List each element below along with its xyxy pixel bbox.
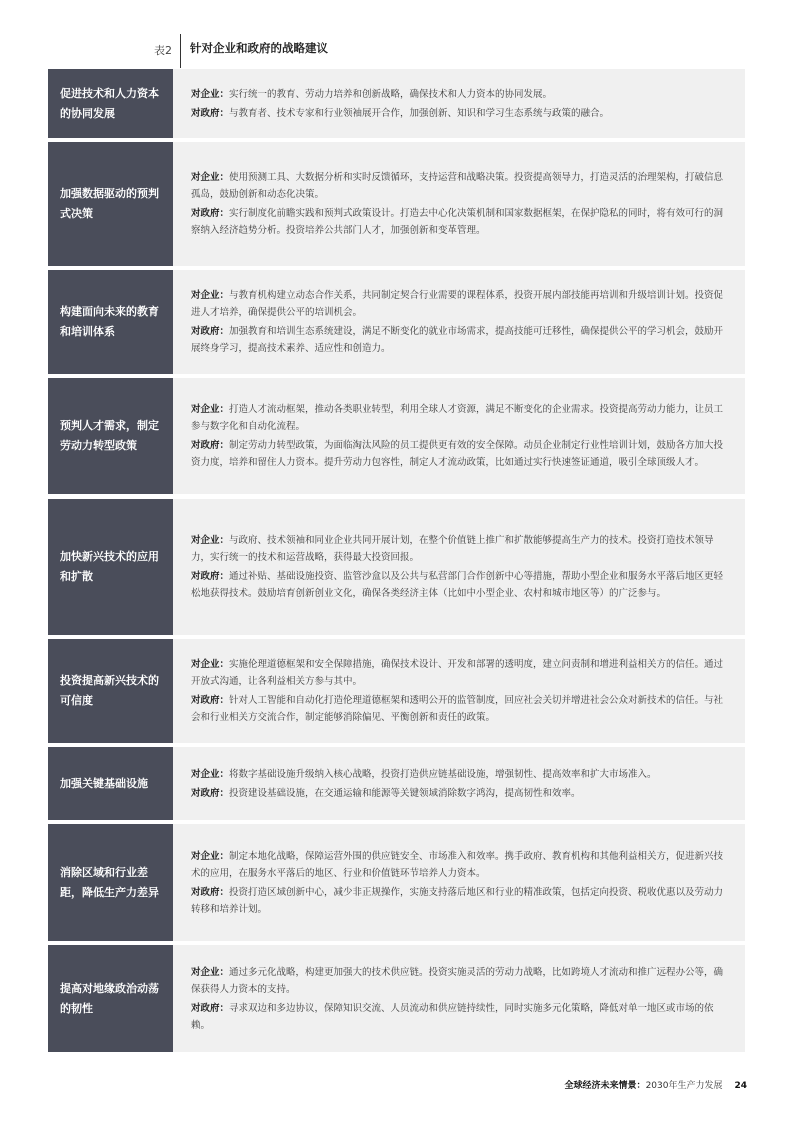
table-number: 表2 <box>154 44 172 57</box>
row-label: 加强数据驱动的预判式决策 <box>48 142 173 266</box>
government-entry <box>191 205 731 239</box>
entry-text: 投资建设基础设施，在交通运输和能源等关键领域消除数字鸿沟，提高韧性和效率。 <box>229 787 581 799</box>
business-entry <box>191 169 731 203</box>
entry-prefix: 对政府： <box>191 440 230 451</box>
row-body <box>173 747 745 820</box>
entry-text: 投资打造区域创新中心，减少非正规操作，实施支持落后地区和行业的精准政策，包括定向投资、税收优惠以及劳动力转移和培养计划。 <box>191 886 724 915</box>
entry-text: 实施伦理道德框架和安全保障措施，确保技术设计、开发和部署的透明度，建立问责制和增进利益相关方的信任。通过开放式沟通，让各利益相关方参与其中。 <box>191 659 724 687</box>
entry-prefix: 对企业： <box>191 850 230 862</box>
row-label: 构建面向未来的教育和培训体系 <box>48 270 173 374</box>
page-footer <box>565 1078 747 1091</box>
business-entry <box>191 656 731 690</box>
row-label: 提高对地缘政治动荡的韧性 <box>48 945 173 1052</box>
entry-text: 打造人才流动框架，推动各类职业转型，利用全球人才资源，满足不断变化的企业需求。投资提高劳动力能力，让员工参与数字化和自动化流程。 <box>191 404 724 432</box>
entry-text: 针对人工智能和自动化打造伦理道德框架和透明公开的监管制度，回应社会关切并增进社会公众对新技术的信任。与社会和行业相关方交流合作，制定能够消除偏见、平衡创新和责任的政策。 <box>191 695 724 723</box>
business-entry <box>191 401 731 435</box>
table-row <box>48 69 745 138</box>
entry-text: 将数字基础设施升级纳入核心战略，投资打造供应链基础设施，增强韧性、提高效率和扩大市场准入。 <box>229 768 657 780</box>
row-body <box>173 142 745 266</box>
entry-prefix: 对政府： <box>191 208 230 219</box>
business-entry <box>191 287 731 321</box>
entry-text: 通过补贴、基础设施投资、监管沙盒以及公共与私营部门合作创新中心等措施，帮助小型企业和服务水平落后地区更轻松地获得技术。鼓励培育创新创业文化，确保各类经济主体（比如中小型企业、农村和城市地区等）的广泛参与。 <box>191 571 724 599</box>
entry-prefix: 对企业： <box>191 659 230 670</box>
footer-subtitle: 2030年生产力发展 <box>645 1081 723 1091</box>
row-body <box>173 378 745 494</box>
entry-text: 制定本地化战略，保障运营外围的供应链安全、市场准入和效率。携手政府、教育机构和其他利益相关方，促进新兴技术的应用，在服务水平落后的地区、行业和价值链环节培养人力资本。 <box>191 850 724 879</box>
row-body <box>173 824 745 941</box>
entry-text: 与教育机构建立动态合作关系，共同制定契合行业需要的课程体系，投资开展内部技能再培训和升级培训计划。投资促进人才培养，确保提供公平的培训机会。 <box>191 290 724 318</box>
row-label: 投资提高新兴技术的可信度 <box>48 639 173 743</box>
government-entry <box>191 323 731 357</box>
entry-prefix: 对企业： <box>191 535 230 546</box>
government-entry <box>191 1000 731 1034</box>
entry-prefix: 对企业： <box>191 290 230 301</box>
page-number: 24 <box>734 1081 747 1091</box>
table-row <box>48 270 745 374</box>
entry-prefix: 对企业： <box>191 172 230 183</box>
entry-text: 实行统一的教育、劳动力培养和创新战略，确保技术和人力资本的协同发展。 <box>229 88 553 100</box>
business-entry <box>191 848 731 882</box>
entry-prefix: 对政府： <box>191 1002 230 1014</box>
row-body <box>173 69 745 138</box>
row-label: 加快新兴技术的应用和扩散 <box>48 499 173 635</box>
entry-prefix: 对企业： <box>191 768 230 780</box>
table-row <box>48 142 745 266</box>
table-row <box>48 499 745 635</box>
table-title: 针对企业和政府的战略建议 <box>190 41 328 55</box>
business-entry <box>191 766 731 783</box>
entry-text: 加强教育和培训生态系统建设，满足不断变化的就业市场需求，提高技能可迁移性，确保提供公平的学习机会，鼓励开展终身学习，提高技术素养、适应性和创造力。 <box>191 326 724 354</box>
row-body <box>173 945 745 1052</box>
entry-text: 寻求双边和多边协议，保障知识交流、人员流动和供应链持续性，同时实施多元化策略，降低对单一地区或市场的依赖。 <box>191 1002 714 1031</box>
table-row <box>48 945 745 1052</box>
business-entry <box>191 86 731 103</box>
row-label: 消除区域和行业差距，降低生产力差异 <box>48 824 173 941</box>
government-entry <box>191 437 731 471</box>
government-entry <box>191 692 731 726</box>
entry-prefix: 对政府： <box>191 326 230 337</box>
row-body <box>173 499 745 635</box>
entry-text: 使用预测工具、大数据分析和实时反馈循环，支持运营和战略决策。投资提高领导力，打造灵活的治理架构，打破信息孤岛，鼓励创新和动态化决策。 <box>191 172 724 200</box>
government-entry <box>191 785 731 802</box>
header-divider <box>180 34 181 68</box>
table-row <box>48 378 745 494</box>
row-body <box>173 270 745 374</box>
entry-text: 与政府、技术领袖和同业企业共同开展计划，在整个价值链上推广和扩散能够提高生产力的技术。投资打造技术领导力，实行统一的技术和运营战略，获得最大投资回报。 <box>191 535 714 563</box>
entry-prefix: 对企业： <box>191 404 230 415</box>
table-row <box>48 824 745 941</box>
entry-prefix: 对政府： <box>191 695 230 706</box>
entry-text: 与教育者、技术专家和行业领袖展开合作，加强创新、知识和学习生态系统与政策的融合。 <box>229 107 610 119</box>
table-row <box>48 639 745 743</box>
government-entry <box>191 884 731 918</box>
entry-text: 通过多元化战略，构建更加强大的技术供应链。投资实施灵活的劳动力战略，比如跨境人才流动和推广远程办公等，确保获得人力资本的支持。 <box>191 966 724 995</box>
row-label: 预判人才需求，制定劳动力转型政策 <box>48 378 173 494</box>
entry-prefix: 对政府： <box>191 787 230 799</box>
entry-prefix: 对政府： <box>191 571 230 582</box>
table-row <box>48 747 745 820</box>
entry-prefix: 对政府： <box>191 886 230 898</box>
entry-prefix: 对企业： <box>191 966 230 978</box>
entry-prefix: 对企业： <box>191 88 230 100</box>
entry-prefix: 对政府： <box>191 107 230 119</box>
government-entry <box>191 568 731 602</box>
footer-report-name: 全球经济未来情景： <box>564 1081 646 1091</box>
row-label: 加强关键基础设施 <box>48 747 173 820</box>
business-entry <box>191 964 731 998</box>
entry-text: 制定劳动力转型政策，为面临淘汰风险的员工提供更有效的安全保障。动员企业制定行业性培训计划，鼓励各方加大投资力度，培养和留住人力资本。提升劳动力包容性，制定人才流动政策，比如通过实行快速签证通道，吸引全球顶级人才。 <box>191 440 724 468</box>
business-entry <box>191 532 731 566</box>
entry-text: 实行制度化前瞻实践和预判式政策设计。打造去中心化决策机制和国家数据框架，在保护隐私的同时，将有效可行的洞察纳入经济趋势分析。投资培养公共部门人才，加强创新和变革管理。 <box>191 208 724 236</box>
row-body <box>173 639 745 743</box>
government-entry <box>191 105 731 122</box>
row-label: 促进技术和人力资本的协同发展 <box>48 69 173 138</box>
